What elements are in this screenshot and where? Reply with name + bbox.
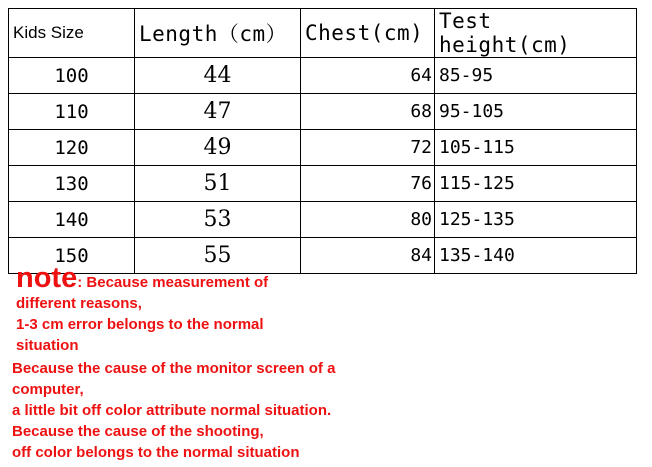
note-text-line: computer, [12,381,84,398]
cell-length: 47 [135,94,301,130]
cell-size: 150 [9,238,135,274]
note-separator: : [77,274,83,291]
cell-test-height: 85-95 [435,58,637,94]
cell-size: 100 [9,58,135,94]
cell-chest: 80 [301,202,435,238]
note-block-measurement [12,264,392,356]
cell-chest: 72 [301,130,435,166]
note-text-line: different reasons, [16,295,142,312]
cell-length: 49 [135,130,301,166]
note-text-line: a little bit off color attribute normal situation. [12,402,332,419]
cell-size: 140 [9,202,135,238]
cell-length: 55 [135,238,301,274]
note-label: note [16,262,78,294]
note-text-line: situation [16,337,79,354]
cell-chest: 76 [301,166,435,202]
note-text-line: Because measurement of [86,274,269,291]
table-row [9,202,637,238]
cell-size: 110 [9,94,135,130]
table-header-row [9,9,637,58]
note-block-color [12,358,392,463]
note-text-line: Because the cause of the monitor screen of a [12,360,336,377]
table-row [9,58,637,94]
header-chest: Chest(cm) [301,9,435,58]
note-text-line: 1-3 cm error belongs to the normal [16,316,264,333]
cell-test-height: 125-135 [435,202,637,238]
cell-test-height: 95-105 [435,94,637,130]
cell-length: 51 [135,166,301,202]
header-kids-size: Kids Size [9,9,135,58]
cell-length: 44 [135,58,301,94]
note-section [12,264,392,463]
note-text-line: off color belongs to the normal situation [12,444,300,461]
table-row [9,166,637,202]
cell-length: 53 [135,202,301,238]
cell-chest: 64 [301,58,435,94]
table-row [9,130,637,166]
cell-test-height: 105-115 [435,130,637,166]
table-row [9,94,637,130]
header-length: Length（cm） [135,9,301,58]
cell-size: 120 [9,130,135,166]
cell-chest: 84 [301,238,435,274]
size-chart-table [8,8,637,274]
cell-test-height: 135-140 [435,238,637,274]
header-test-height: Test height(cm) [435,9,637,58]
cell-chest: 68 [301,94,435,130]
note-text-line: Because the cause of the shooting, [12,423,264,440]
cell-test-height: 115-125 [435,166,637,202]
cell-size: 130 [9,166,135,202]
